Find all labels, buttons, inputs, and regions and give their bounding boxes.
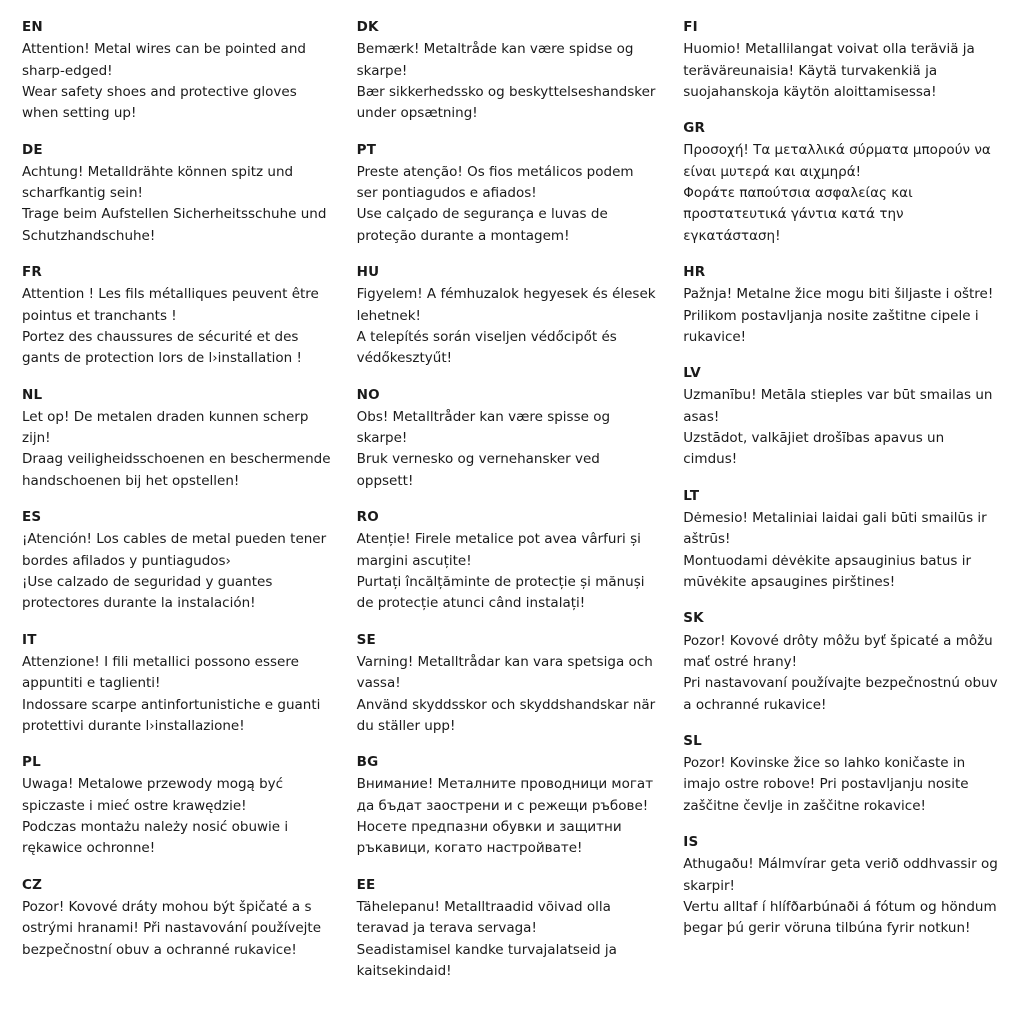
warning-text <box>22 39 331 124</box>
warning-text <box>357 652 658 737</box>
warning-text <box>683 753 998 817</box>
language-block <box>22 753 331 860</box>
language-code: FI <box>683 19 698 35</box>
warning-line: Uwaga! Metalowe przewody mogą być spiczaste i mieć ostre krawędzie! <box>22 776 284 814</box>
warning-line: Φοράτε παπούτσια ασφαλείας και προστατευτικά γάντια κατά την εγκατάσταση! <box>683 185 913 244</box>
warning-line: Athugaðu! Málmvírar geta verið oddhvassir og skarpir! <box>683 856 998 894</box>
warning-line: Indossare scarpe antinfortunistiche e guanti protettivi durante l›installazione! <box>22 696 321 734</box>
warning-text <box>357 529 658 614</box>
language-code: DE <box>22 141 43 158</box>
warning-text <box>357 284 658 369</box>
warning-line: Varning! Metalltrådar kan vara spetsiga och vassa! <box>356 653 653 692</box>
warning-line: Uzmanību! Metāla stieples var būt smailas un asas! <box>683 387 993 425</box>
warning-text <box>683 385 998 470</box>
language-code: EE <box>356 876 376 893</box>
language-block <box>357 18 658 125</box>
warning-text <box>357 39 658 124</box>
warning-text <box>683 39 998 103</box>
language-code: PT <box>356 141 377 158</box>
warning-line: Pozor! Kovové drôty môžu byť špicaté a môžu mať ostré hrany! <box>683 632 993 670</box>
language-block <box>357 141 658 248</box>
language-block <box>22 508 331 615</box>
warning-text <box>683 284 998 348</box>
warning-line: Pozor! Kovinske žice so lahko koničaste in imajo ostre robove! Pri postavljanju nosite zaščitne čevlje in zaščitne rokavice! <box>683 755 969 814</box>
warning-text <box>683 854 998 939</box>
warning-text <box>683 508 998 593</box>
language-code: SL <box>683 732 702 749</box>
warning-text <box>22 897 331 961</box>
warning-line: Seadistamisel kandke turvajalatseid ja kaitsekindaid! <box>356 941 617 979</box>
language-block <box>357 263 658 370</box>
language-block <box>357 631 658 738</box>
language-code: ES <box>22 509 42 526</box>
language-column-1 <box>22 18 349 961</box>
language-code: EN <box>22 19 43 35</box>
warning-line: Trage beim Aufstellen Sicherheitsschuhe und Schutzhandschuhe! <box>22 206 327 244</box>
warning-line: Let op! De metalen draden kunnen scherp zijn! <box>22 408 309 447</box>
warning-text <box>22 162 331 247</box>
language-block <box>22 18 331 125</box>
warning-line: Tähelepanu! Metalltraadid võivad olla teravad ja terava servaga! <box>356 898 611 937</box>
warning-text <box>22 284 331 369</box>
warning-line: Prilikom postavljanja nosite zaštitne cipele i rukavice! <box>683 307 979 345</box>
language-code: PL <box>22 754 41 771</box>
language-column-3 <box>675 18 1002 940</box>
warning-text <box>22 652 331 737</box>
language-column-2 <box>349 18 676 982</box>
warning-line: Носете предпазни обувки и защитни ръкавици, когато настройвате! <box>356 819 622 857</box>
warning-line: Figyelem! A fémhuzalok hegyesek és élesek lehetnek! <box>356 286 656 324</box>
warning-line: Podczas montażu należy nosić obuwie i rękawice ochronne! <box>22 819 289 857</box>
language-code: FR <box>22 264 43 281</box>
warning-line: Obs! Metalltråder kan være spisse og skarpe! <box>356 408 611 447</box>
warning-line: Preste atenção! Os fios metálicos podem ser pontiagudos e afiados! <box>356 163 634 202</box>
warning-line: Pri nastavovaní používajte bezpečnostnú obuv a ochranné rukavice! <box>683 675 998 713</box>
warning-line: Wear safety shoes and protective gloves when setting up! <box>22 83 297 122</box>
warning-line: Bruk vernesko og vernehansker ved oppsett! <box>356 451 600 489</box>
language-block <box>22 631 331 738</box>
language-block <box>683 263 998 348</box>
language-code: BG <box>356 754 379 771</box>
warning-line: Huomio! Metallilangat voivat olla teräviä ja teräväreunaisia! Käytä turvakenkiä ja suojahanskoja käytön aloittamisessa! <box>683 41 975 100</box>
warning-line: Bær sikkerhedssko og beskyttelseshandsker under opsætning! <box>356 83 656 122</box>
warning-text <box>22 407 331 492</box>
warning-text <box>357 407 658 492</box>
language-block <box>683 487 998 594</box>
language-block <box>357 508 658 615</box>
language-block <box>22 141 331 248</box>
warning-text <box>357 162 658 247</box>
language-code: GR <box>683 120 706 137</box>
warning-line: Portez des chaussures de sécurité et des gants de protection lors de l›installation ! <box>22 328 302 367</box>
warning-line: Pažnja! Metalne žice mogu biti šiljaste i oštre! <box>683 286 994 303</box>
language-block <box>683 18 998 103</box>
language-code: CZ <box>22 876 43 893</box>
language-block <box>357 386 658 493</box>
warning-line: Purtați încălțăminte de protecție și mănuși de protecție atunci când instalați! <box>356 574 645 612</box>
warning-line: Montuodami dėvėkite apsauginius batus ir mūvėkite apsaugines pirštines! <box>683 552 972 590</box>
warning-line: ¡Atención! Los cables de metal pueden tener bordes afilados y puntiagudos› <box>22 531 327 569</box>
warning-line: A telepítés során viseljen védőcipőt és védőkesztyűt! <box>356 328 617 367</box>
warning-line: Attenzione! I fili metallici possono essere appuntiti e taglienti! <box>22 653 299 692</box>
language-block <box>22 386 331 493</box>
language-block <box>22 263 331 370</box>
language-code: HU <box>356 264 380 281</box>
language-code: SK <box>683 610 704 627</box>
language-code: HR <box>683 264 706 281</box>
warning-line: Προσοχή! Τα μεταλλικά σύρματα μπορούν να είναι μυτερά και αιχμηρά! <box>683 142 991 180</box>
language-block <box>683 364 998 471</box>
language-block <box>22 876 331 961</box>
warning-line: Attention! Metal wires can be pointed and sharp-edged! <box>22 41 306 79</box>
warning-line: Pozor! Kovové dráty mohou být špičaté a s ostrými hranami! Při nastavování používejte bezpečnostní obuv a ochranné rukavice! <box>22 898 322 958</box>
warning-line: Achtung! Metalldrähte können spitz und scharfkantig sein! <box>22 163 294 202</box>
language-block <box>683 609 998 716</box>
warning-text <box>683 631 998 716</box>
language-code: IS <box>683 834 699 851</box>
warning-line: Draag veiligheidsschoenen en beschermende handschoenen bij het opstellen! <box>22 451 331 489</box>
warning-line: Atenție! Firele metalice pot avea vârfuri și margini ascuțite! <box>356 531 641 569</box>
warning-line: Use calçado de segurança e luvas de proteção durante a montagem! <box>356 206 608 244</box>
language-block <box>683 833 998 940</box>
language-block <box>683 732 998 817</box>
language-code: SE <box>356 631 376 648</box>
warning-text <box>683 140 998 247</box>
language-code: NL <box>22 386 43 403</box>
warning-line: Använd skyddsskor och skyddshandskar när du ställer upp! <box>356 696 656 734</box>
warning-text <box>22 529 331 614</box>
language-code: LT <box>683 487 700 504</box>
warning-line: ¡Use calzado de seguridad y guantes protectores durante la instalación! <box>22 574 273 612</box>
language-block <box>357 753 658 860</box>
language-code: DK <box>356 19 379 35</box>
language-code: IT <box>22 631 37 648</box>
warning-line: Attention ! Les fils métalliques peuvent être pointus et tranchants ! <box>22 286 319 324</box>
language-code: NO <box>356 386 380 403</box>
warning-line: Dėmesio! Metaliniai laidai gali būti smailūs ir aštrūs! <box>683 510 987 548</box>
language-code: LV <box>683 365 701 382</box>
warning-line: Bemærk! Metaltråde kan være spidse og skarpe! <box>356 41 634 79</box>
warning-text <box>22 774 331 859</box>
language-block <box>683 119 998 247</box>
warning-line: Uzstādot, valkājiet drošības apavus un cimdus! <box>683 430 945 468</box>
language-code: RO <box>356 509 379 526</box>
warning-text <box>357 774 658 859</box>
warning-line: Внимание! Металните проводници могат да бъдат заострени и с режещи ръбове! <box>356 776 654 814</box>
warning-text <box>357 897 658 982</box>
language-block <box>357 876 658 983</box>
warning-line: Vertu alltaf í hlífðarbúnaði á fótum og höndum þegar þú gerir vöruna tilbúna fyrir notkun! <box>683 898 997 937</box>
